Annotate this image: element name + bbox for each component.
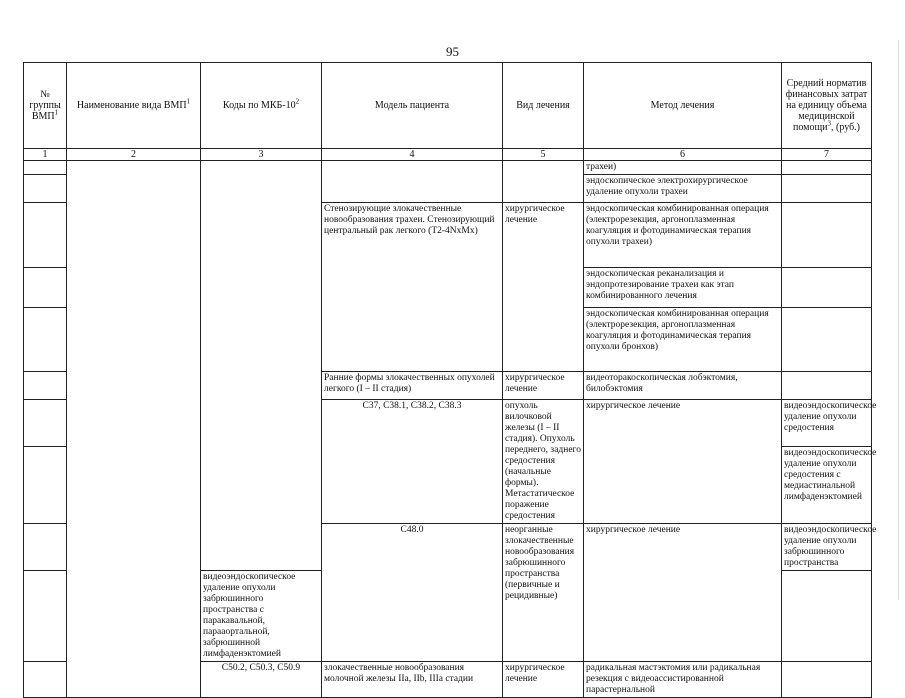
treatment-method-cell: эндоскопическое электрохирургическое удаление опухоли трахеи [584, 175, 782, 203]
patient-model-cell: опухоль вилочковой железы (I – II стадия). Опухоль переднего, заднего средостения (начальные формы). Метастатическое поражение средостения [503, 400, 584, 524]
group-number-cell [24, 372, 67, 400]
cost-cell [782, 268, 872, 308]
icd-codes-cell [201, 161, 322, 571]
group-number-cell [24, 524, 67, 571]
group-number-cell [24, 161, 67, 175]
header-treatment-type: Вид лечения [503, 63, 584, 149]
header-group-number: № группы ВМП$^1$ [24, 63, 67, 149]
cost-cell [782, 203, 872, 268]
column-number: 4 [322, 149, 503, 161]
column-number: 1 [24, 149, 67, 161]
treatment-method-cell: трахеи) [584, 161, 782, 175]
group-number-cell [24, 447, 67, 524]
treatment-method-cell: видеоторакоскопическая лобэктомия, билобэктомия [584, 372, 782, 400]
treatment-type-cell: хирургическое лечение [503, 372, 584, 400]
treatment-method-cell: видеоэндоскопическое удаление опухоли забрюшинного пространства с паракавальной, парааортальной, забрюшинной лимфаденэктомией [201, 571, 322, 662]
treatment-type-cell: хирургическое лечение [503, 662, 584, 698]
treatment-method-cell: видеоэндоскопическое удаление опухоли забрюшинного пространства [782, 524, 872, 571]
header-cost-norm: Средний норматив финансовых затрат на единицу объема медицинской помощи$^3$, (руб.) [782, 63, 872, 149]
column-number: 2 [67, 149, 201, 161]
treatment-method-cell: эндоскопическая комбинированная операция (электрорезекция, аргоноплазменная коагуляция и фотодинамическая терапия опухоли трахеи) [584, 203, 782, 268]
group-number-cell [24, 175, 67, 203]
treatment-type-cell: хирургическое лечение [503, 203, 584, 372]
page-number: 95 [446, 44, 459, 59]
column-number-row [24, 149, 872, 161]
icd-codes-cell: C37, C38.1, C38.2, C38.3 [322, 400, 503, 524]
treatment-type-cell: хирургическое лечение [584, 524, 782, 662]
header-vmp-name: Наименование вида ВМП$^1$ [67, 63, 201, 149]
header-patient-model: Модель пациента [322, 63, 503, 149]
vmp-table [23, 62, 877, 698]
cost-cell [782, 372, 872, 400]
group-number-cell [24, 203, 67, 268]
treatment-method-cell: видеоэндоскопическое удаление опухоли средостения с медиастинальной лимфаденэктомией [782, 447, 872, 524]
patient-model-cell: Стенозирующие злокачественные новообразования трахеи. Стенозирующий центральный рак легкого (T2-4NxMx) [322, 203, 503, 372]
group-number-cell [24, 308, 67, 372]
header-row [24, 63, 872, 149]
table-row [24, 161, 872, 175]
patient-model-cell: Ранние формы злокачественных опухолей легкого (I – II стадия) [322, 372, 503, 400]
treatment-method-cell: радикальная мастэктомия или радикальная резекция с видеоассистированной парастернальной [584, 662, 782, 698]
treatment-type-cell [503, 161, 584, 203]
icd-codes-cell: C48.0 [322, 524, 503, 662]
group-number-cell [24, 268, 67, 308]
header-treatment-method: Метод лечения [584, 63, 782, 149]
cost-cell [782, 662, 872, 698]
group-number-cell [24, 400, 67, 447]
cost-cell [782, 175, 872, 203]
cost-cell [782, 308, 872, 372]
vmp-name-cell [67, 161, 201, 698]
column-number: 6 [584, 149, 782, 161]
treatment-method-cell: видеоэндоскопическое удаление опухоли средостения [782, 400, 872, 447]
page-edge-shadow [898, 40, 905, 600]
group-number-cell [24, 662, 67, 698]
patient-model-cell [322, 161, 503, 203]
icd-codes-cell: C50.2, C50.3, C50.9 [201, 662, 322, 698]
group-number-cell [24, 571, 67, 662]
column-number: 5 [503, 149, 584, 161]
treatment-type-cell: хирургическое лечение [584, 400, 782, 524]
patient-model-cell: неорганные злокачественные новообразования забрюшинного пространства (первичные и рецидивные) [503, 524, 584, 662]
treatment-method-cell: эндоскопическая реканализация и эндопротезирование трахеи как этап комбинированного лечения [584, 268, 782, 308]
cost-cell [782, 571, 872, 662]
patient-model-cell: злокачественные новообразования молочной железы IIa, IIb, IIIa стадии [322, 662, 503, 698]
header-icd-codes: Коды по МКБ-$10^2$ [201, 63, 322, 149]
column-number: 7 [782, 149, 872, 161]
column-number: 3 [201, 149, 322, 161]
treatment-method-cell: эндоскопическая комбинированная операция (электрорезекция, аргоноплазменная коагуляция и фотодинамическая терапия опухоли бронхов) [584, 308, 782, 372]
cost-cell [782, 161, 872, 175]
